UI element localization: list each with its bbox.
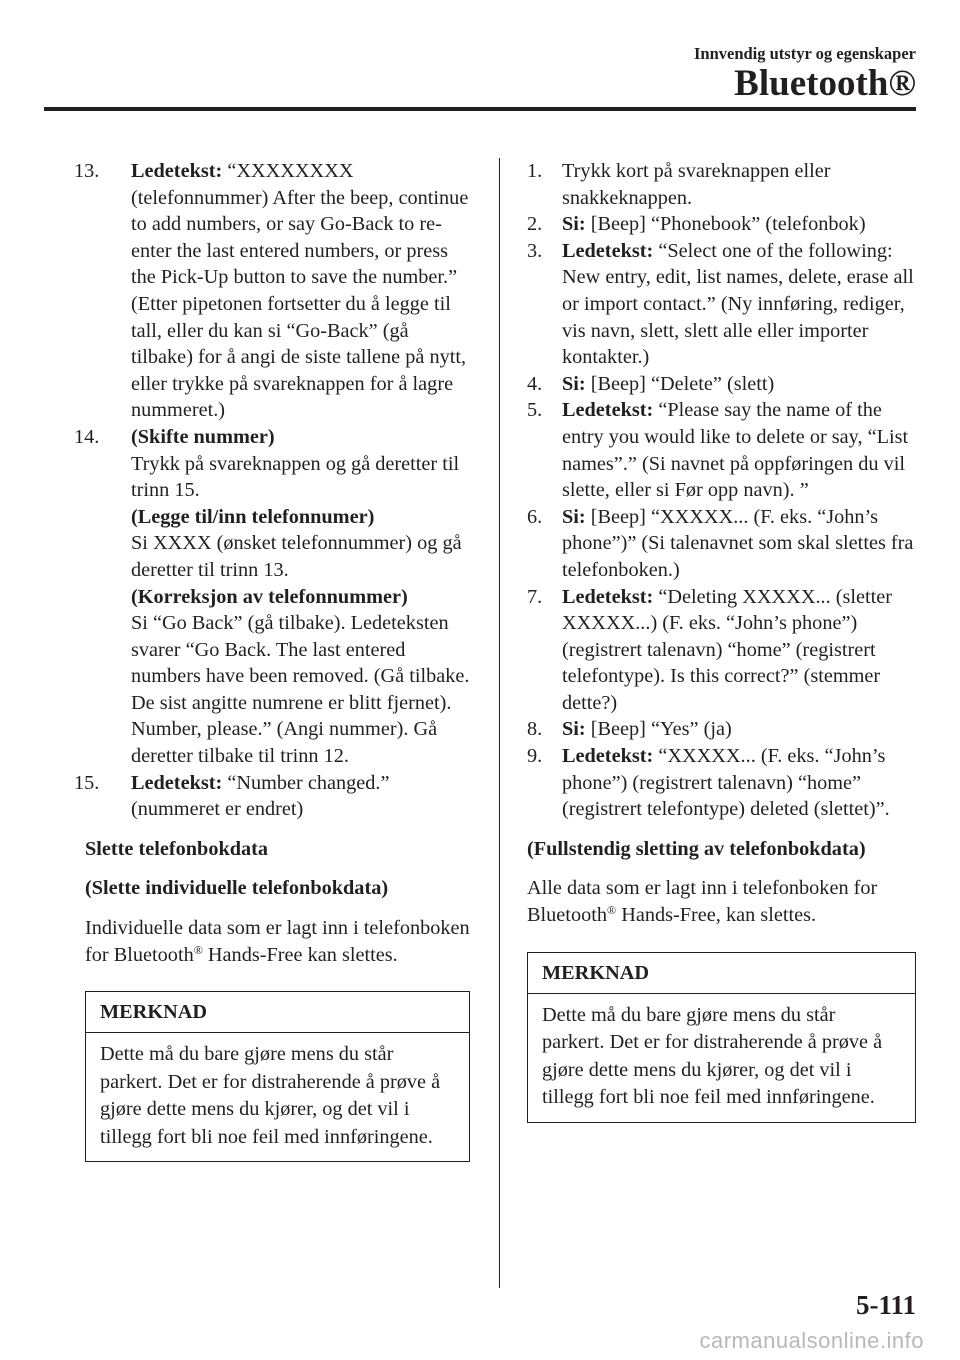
step-text: [Beep] “Yes” (ja)	[585, 718, 732, 741]
note-box	[527, 952, 916, 1123]
left-column	[74, 158, 470, 1162]
step-2	[527, 211, 917, 238]
step-number: 13.	[74, 160, 100, 182]
step-text: “Deleting XXXXX... (sletter XXXXX...) (F. eks. “John’s phone”) (registrert talenavn) “home” (registrert telefontype). Is this correct?” (stemmer dette?)	[562, 585, 893, 714]
step-1	[527, 158, 917, 211]
step-label: Ledetekst:	[562, 745, 654, 768]
subsection-heading: (Fullstendig sletting av telefonbokdata)	[527, 837, 866, 860]
step-3	[527, 238, 917, 371]
subsection-heading: (Slette individuelle telefonbokdata)	[85, 877, 389, 900]
step-label: Ledetekst:	[562, 399, 654, 422]
step-number: 5.	[527, 399, 543, 422]
step-label: Ledetekst:	[562, 585, 654, 608]
step-14	[74, 424, 470, 770]
option-label: (Skifte nummer)	[131, 425, 275, 448]
step-label: Si:	[562, 372, 586, 395]
step-label: Ledetekst:	[131, 160, 223, 182]
step-label: Ledetekst:	[131, 771, 223, 794]
step-8	[527, 716, 917, 743]
registered-mark: ®	[193, 942, 203, 957]
watermark: carmanualsonline.info	[699, 1328, 924, 1353]
step-text: “Select one of the following: New entry, edit, list names, delete, erase all or import contact.” (Ny innføring, rediger, vis navn, slett, slett alle eller importer kontakter.)	[562, 239, 914, 369]
step-list-right	[527, 158, 917, 823]
step-number: 6.	[527, 505, 543, 528]
step-text: “Number changed.” (nummeret er endret)	[131, 771, 390, 821]
column-divider	[499, 158, 500, 1288]
note-text: Dette må du bare gjøre mens du står parkert. Det er for distraherende å prøve å gjøre dette mens du kjører, og det vil i tillegg fort bli noe feil med innføringene.	[100, 1043, 441, 1148]
page-number: 5-111	[855, 1290, 916, 1320]
option-label: (Legge til/inn telefonnumer)	[131, 505, 375, 528]
note-box	[85, 991, 470, 1162]
step-number: 3.	[527, 239, 543, 262]
step-text: [Beep] “Delete” (slett)	[585, 372, 775, 395]
step-5	[527, 397, 917, 503]
step-list-left	[74, 158, 470, 823]
paragraph-text: Hands-Free kan slettes.	[202, 943, 398, 966]
paragraph-text: Individuelle data som er lagt inn i telefonboken for Bluetooth	[85, 917, 470, 966]
step-text: [Beep] “Phonebook” (telefonbok)	[585, 213, 866, 236]
step-number: 14.	[74, 425, 100, 448]
step-number: 1.	[527, 160, 543, 182]
step-9	[527, 743, 917, 823]
step-number: 7.	[527, 585, 543, 608]
note-title: MERKNAD	[86, 992, 469, 1033]
step-6	[527, 504, 917, 584]
option-text: Si “Go Back” (gå tilbake). Ledeteksten svarer “Go Back. The last entered numbers have been removed. (Gå tilbake. De sist angitte numrene er blitt fjernet). Number, please.” (Angi nummer). Gå deretter tilbake til trinn 12.	[131, 612, 470, 768]
note-text: Dette må du bare gjøre mens du står parkert. Det er for distraherende å prøve å gjøre dette mens du kjører, og det vil i tillegg fort bli noe feil med innføringene.	[542, 1003, 883, 1109]
step-label: Si:	[562, 505, 586, 528]
step-number: 2.	[527, 213, 543, 236]
step-label: Si:	[562, 213, 586, 236]
paragraph-text: Hands-Free, kan slettes.	[616, 904, 817, 927]
paragraph-text: Alle data som er lagt inn i telefonboken for Bluetooth	[527, 877, 878, 927]
section-title: Innvendig utstyr og egenskaper	[693, 44, 916, 63]
step-13	[74, 158, 470, 424]
step-number: 15.	[74, 771, 100, 794]
right-column	[527, 158, 917, 1123]
step-number: 9.	[527, 745, 543, 768]
step-number: 4.	[527, 372, 543, 395]
registered-mark: ®	[607, 903, 617, 918]
step-4	[527, 371, 917, 398]
step-text: [Beep] “XXXXX... (F. eks. “John’s phone”)” (Si talenavnet som skal slettes fra telefonboken.)	[562, 505, 914, 581]
option-label: (Korreksjon av telefonnummer)	[131, 585, 408, 608]
body-paragraph	[527, 875, 917, 928]
step-text: “XXXXX... (F. eks. “John’s phone”) (registrert talenavn) “home” (registrert telefontype) deleted (slettet)”.	[562, 745, 890, 821]
section-heading: Slette telefonbokdata	[85, 837, 269, 860]
step-text: “Please say the name of the entry you would like to delete or say, “List names”.” (Si navnet på oppføringen du vil slette, eller si Før opp navn). ”	[562, 399, 909, 502]
step-label: Ledetekst:	[562, 239, 654, 262]
option-text: Trykk på svareknappen og gå deretter til trinn 15.	[131, 452, 460, 502]
step-15	[74, 770, 470, 823]
step-7	[527, 584, 917, 717]
option-text: Si XXXX (ønsket telefonnummer) og gå deretter til trinn 13.	[131, 532, 462, 581]
step-text: Trykk kort på svareknappen eller snakkeknappen.	[562, 160, 831, 209]
note-title: MERKNAD	[528, 953, 915, 994]
step-text: “XXXXXXXX (telefonnummer) After the beep, continue to add numbers, or say Go-Back to re-enter the last entered numbers, or press the Pick-Up button to save the number.” (Etter pipetonen fortsetter du å legge til tall, eller du kan si “Go-Back” (gå tilbake) for å angi de siste tallene på nytt, eller trykke på svareknappen for å lagre nummeret.)	[131, 160, 469, 422]
header-rule	[44, 107, 916, 111]
body-paragraph	[85, 915, 470, 968]
step-number: 8.	[527, 718, 543, 741]
step-label: Si:	[562, 718, 586, 741]
page-title: Bluetooth®	[734, 63, 916, 104]
